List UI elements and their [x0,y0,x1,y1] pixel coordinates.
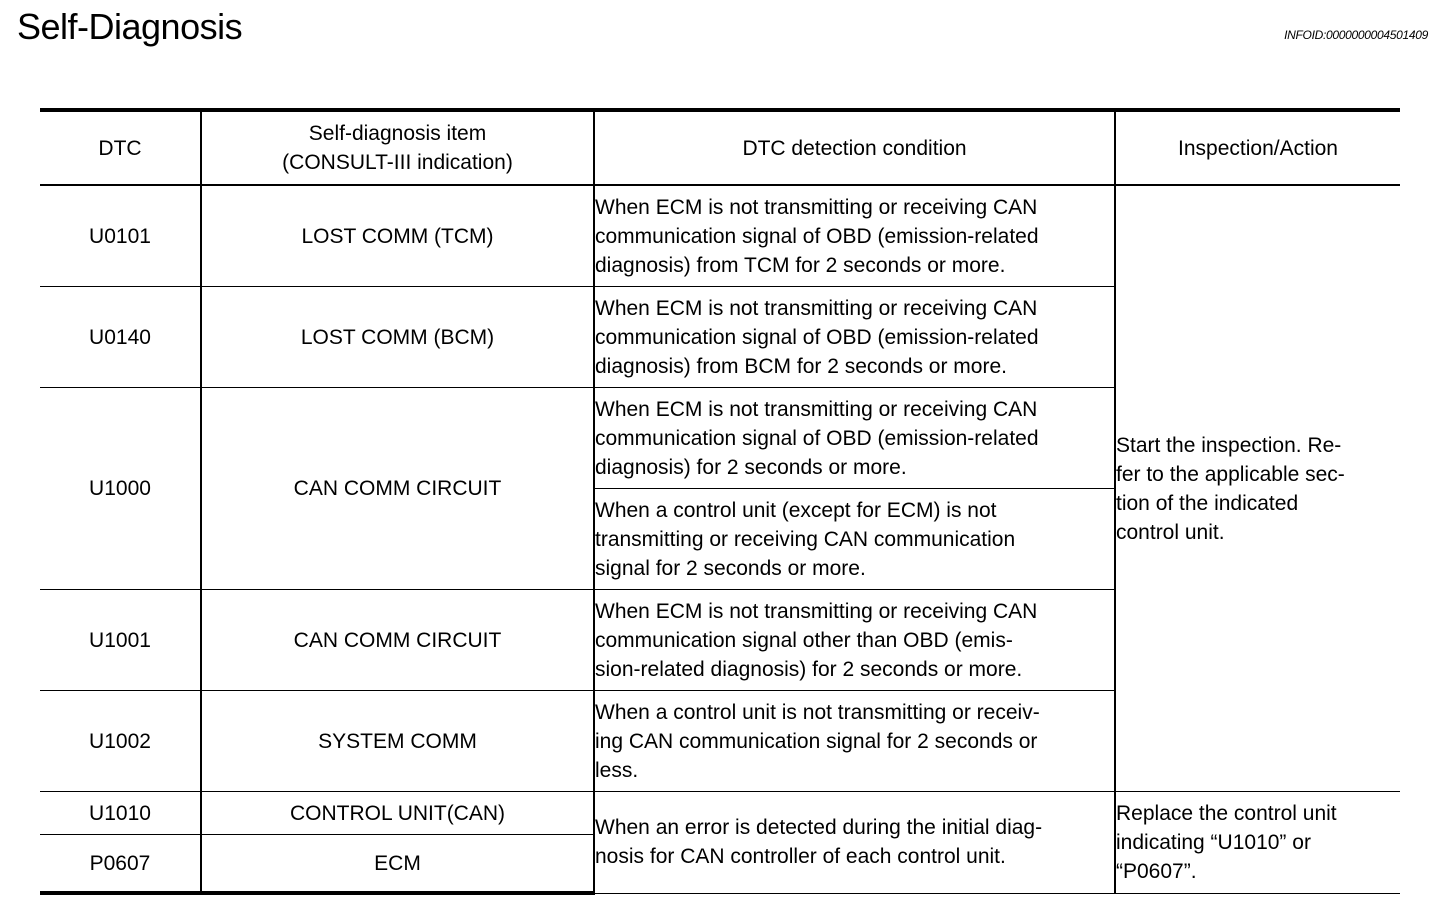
info-id: INFOID:0000000004501409 [1284,28,1428,42]
detection-condition [594,590,1115,691]
action-line: fer to the applicable sec- [1116,462,1345,486]
action-line: Replace the control unit [1116,801,1337,825]
table-row [40,185,1400,287]
dtc-code: U1010 [40,792,201,835]
action-line: Start the inspection. Re- [1116,433,1342,457]
condition-line: When ECM is not transmitting or receiving CAN [595,296,1038,320]
diagnosis-item: LOST COMM (TCM) [201,185,594,287]
dtc-code: U1002 [40,691,201,792]
condition-line: communication signal of OBD (emission-related [595,426,1039,450]
condition-line: When an error is detected during the initial diag- [595,816,1043,840]
dtc-code: U1000 [40,388,201,590]
detection-condition [594,287,1115,388]
detection-condition [594,691,1115,792]
diagnosis-item: CAN COMM CIRCUIT [201,388,594,590]
diagnosis-item: CAN COMM CIRCUIT [201,590,594,691]
header-item-line: Self-diagnosis item [308,122,487,145]
condition-line: less. [595,758,639,782]
self-diagnosis-table [40,108,1400,895]
condition-line: transmitting or receiving CAN communication [595,527,1016,551]
action-line: tion of the indicated [1116,491,1299,515]
page-title: Self-Diagnosis [17,6,243,47]
condition-line: diagnosis) from BCM for 2 seconds or more. [595,354,1007,378]
table-row [40,792,1400,835]
condition-line: communication signal other than OBD (emis- [595,628,1013,652]
header-self-diagnosis-item [201,110,594,185]
inspection-action-shared [1115,185,1400,792]
header-dtc: DTC [40,110,201,185]
detection-condition [594,792,1115,894]
dtc-code: U0140 [40,287,201,388]
diagnosis-item: LOST COMM (BCM) [201,287,594,388]
dtc-code: U0101 [40,185,201,287]
condition-line: ing CAN communication signal for 2 seconds or [595,729,1038,753]
condition-line: nosis for CAN controller of each control unit. [595,845,1006,869]
condition-line: When a control unit (except for ECM) is not [595,498,997,522]
condition-line: communication signal of OBD (emission-related [595,325,1039,349]
diagnosis-item: ECM [201,835,594,894]
condition-line: When ECM is not transmitting or receiving CAN [595,599,1038,623]
condition-line: diagnosis) from TCM for 2 seconds or more. [595,253,1006,277]
action-line: control unit. [1116,520,1225,544]
detection-condition [594,185,1115,287]
detection-condition [594,489,1115,590]
table-header-row [40,110,1400,185]
diagnosis-item: CONTROL UNIT(CAN) [201,792,594,835]
condition-line: signal for 2 seconds or more. [595,556,866,580]
condition-line: sion-related diagnosis) for 2 seconds or more. [595,657,1023,681]
condition-line: diagnosis) for 2 seconds or more. [595,455,907,479]
dtc-code: P0607 [40,835,201,894]
dtc-code: U1001 [40,590,201,691]
diagnosis-item: SYSTEM COMM [201,691,594,792]
condition-line: When ECM is not transmitting or receiving CAN [595,195,1038,219]
condition-line: communication signal of OBD (emission-related [595,224,1039,248]
header-item-line: (CONSULT-III indication) [282,151,513,174]
inspection-action [1115,792,1400,894]
header-inspection-action: Inspection/Action [1115,110,1400,185]
action-line: “P0607”. [1116,859,1197,883]
action-line: indicating “U1010” or [1116,830,1311,854]
condition-line: When a control unit is not transmitting or receiv- [595,700,1040,724]
condition-line: When ECM is not transmitting or receiving CAN [595,397,1038,421]
header-detection-condition: DTC detection condition [594,110,1115,185]
detection-condition [594,388,1115,489]
